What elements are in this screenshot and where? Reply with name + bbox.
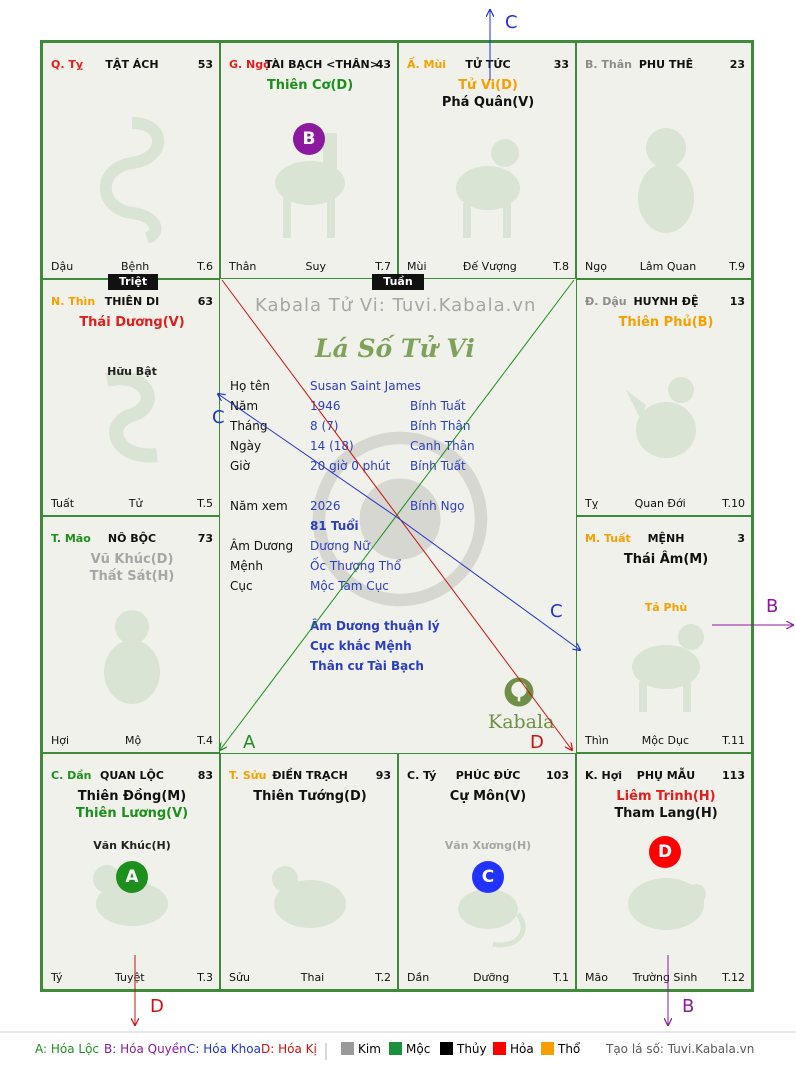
info-value: Dương Nữ (310, 539, 370, 553)
info-extra: Bính Tuất (410, 399, 466, 413)
branch-label: Ấ. Mùi (407, 58, 447, 71)
major-star: Phá Quân(V) (441, 95, 535, 110)
footer-month: T.1 (553, 971, 569, 984)
legend-hoa-quyen: B: Hóa Quyền (104, 1042, 187, 1056)
info-extra: Bính Tuất (410, 459, 466, 473)
info-value: 8 (7) (310, 419, 339, 433)
note-text: Âm Dương thuận lý (310, 619, 440, 633)
footer-phase: Thai (300, 971, 325, 984)
major-star: Thái Âm(M) (623, 552, 709, 567)
major-star: Vũ Khúc(D) (90, 552, 174, 567)
footer-branch: Ngọ (585, 260, 607, 273)
palace-age: 113 (722, 769, 745, 782)
footer-phase: Trường Sinh (632, 971, 698, 984)
footer-phase: Lâm Quan (639, 260, 697, 273)
major-star: Thiên Cơ(D) (266, 78, 354, 93)
footer-branch: Hợi (51, 734, 70, 747)
branch-label: C. Tý (407, 769, 437, 782)
info-label: Họ tên (230, 379, 270, 393)
info-extra: Bính Ngọ (410, 499, 465, 513)
palace-name: QUAN LỘC (100, 769, 164, 782)
footer-phase: Tử (128, 497, 143, 510)
palace-age: 43 (375, 58, 391, 71)
footer-branch: Dần (407, 971, 430, 984)
credit-link[interactable]: Tạo lá số: Tuvi.Kabala.vn (606, 1042, 755, 1056)
legend-hoa (493, 1042, 534, 1056)
major-star: Tham Lang(H) (614, 806, 718, 821)
branch-label: M. Tuất (585, 532, 631, 545)
info-label: Âm Dương (230, 539, 294, 553)
major-star: Thiên Tướng(D) (253, 789, 367, 804)
footer-branch: Thân (229, 260, 257, 273)
hoa-swatch (493, 1042, 506, 1055)
red-line (222, 280, 572, 750)
minor-star: Văn Khúc(H) (93, 839, 171, 852)
arrow-label-a: A (243, 732, 256, 753)
branch-label: C. Dần (51, 769, 92, 782)
footer-phase: Đế Vượng (462, 260, 517, 273)
branch-label: T. Mão (51, 532, 91, 545)
palace-name: TỬ TỨC (465, 58, 511, 71)
footer-month: T.11 (722, 734, 745, 747)
footer-month: T.10 (722, 497, 745, 510)
major-star: Thái Dương(V) (79, 315, 185, 330)
palace-age: 83 (197, 769, 213, 782)
footer-phase: Quan Đới (634, 497, 686, 510)
legend-kim (341, 1042, 381, 1056)
circle-b: B (293, 123, 325, 155)
info-value: Mộc Tam Cục (310, 579, 389, 593)
arrow-label-c-top: C (505, 12, 518, 33)
info-label: Cục (230, 579, 253, 593)
palace-name: ĐIỀN TRẠCH (272, 769, 348, 782)
palace-name: TÀI BẠCH <THÂN> (265, 58, 379, 71)
footer-branch: Mùi (407, 260, 427, 273)
moc-swatch (389, 1042, 402, 1055)
info-value: Ốc Thượng Thổ (310, 559, 402, 573)
legend-kim-label: Kim (358, 1042, 381, 1056)
kim-swatch (341, 1042, 354, 1055)
legend-moc (389, 1042, 430, 1056)
palace-age: 23 (729, 58, 745, 71)
palace-age: 53 (197, 58, 213, 71)
legend-moc-label: Mộc (406, 1042, 431, 1056)
note-text: Thân cư Tài Bạch (310, 659, 424, 673)
minor-star: Văn Xương(H) (444, 839, 532, 852)
palace-age: 93 (375, 769, 391, 782)
footer-phase: Dưỡng (473, 971, 510, 984)
info-label: Năm (230, 399, 259, 413)
footer-branch: Tuất (51, 497, 75, 510)
note-text: Cục khắc Mệnh (310, 639, 412, 653)
info-value: 1946 (310, 399, 341, 413)
footer-month: T.9 (729, 260, 745, 273)
footer-branch: Dậu (51, 260, 74, 273)
palace-age: 73 (197, 532, 213, 545)
legend-hoa-khoa: C: Hóa Khoa (187, 1042, 261, 1056)
branch-label: Đ. Dậu (585, 295, 627, 308)
major-star: Cự Môn(V) (449, 789, 527, 804)
branch-label: T. Sửu (229, 769, 267, 782)
info-value: 2026 (310, 499, 341, 513)
footer-month: T.3 (197, 971, 213, 984)
major-star: Thất Sát(H) (89, 569, 175, 584)
footer-phase: Mộ (124, 734, 142, 747)
minor-star: Hữu Bật (107, 365, 157, 378)
footer-branch: Mão (585, 971, 608, 984)
branch-label: K. Hợi (585, 769, 623, 782)
major-star: Thiên Phủ(B) (618, 315, 714, 330)
branch-label: N. Thìn (51, 295, 96, 308)
legend-thuy (440, 1042, 487, 1056)
major-star: Thiên Đồng(M) (77, 789, 187, 804)
footer-phase: Mộc Dục (641, 734, 690, 747)
info-label: Giờ (230, 459, 250, 473)
footer-phase: Suy (305, 260, 326, 273)
footer-branch: Tý (51, 971, 63, 984)
triet-tag: Triệt (108, 274, 158, 290)
kabala-logo-text: Kabala (488, 711, 555, 733)
footer-month: T.5 (197, 497, 213, 510)
palace-name: NÔ BỘC (107, 532, 157, 545)
major-star: Tử Vi(D) (458, 78, 518, 93)
footer-branch: Sửu (229, 971, 250, 984)
arrow-label-b-bottom: B (682, 996, 695, 1017)
circle-a: A (116, 861, 148, 893)
major-star: Thiên Lương(V) (75, 806, 189, 821)
footer-branch: Thìn (585, 734, 609, 747)
footer-branch: Tỵ (585, 497, 599, 510)
palace-age: 63 (197, 295, 213, 308)
branch-label: G. Ngọ (229, 58, 271, 71)
palace-name: PHÚC ĐỨC (455, 769, 521, 782)
arrow-label-b-right: B (766, 596, 779, 617)
watermark-text: Kabala Tử Vi: Tuvi.Kabala.vn (255, 295, 537, 316)
chart-title: Lá Số Tử Vi (315, 334, 475, 363)
footer-month: T.8 (553, 260, 569, 273)
legend-tho-label: Thổ (558, 1042, 581, 1056)
blue-line-down (398, 518, 580, 650)
palace-name: MỆNH (647, 532, 685, 545)
info-label: Năm xem (230, 499, 288, 513)
info-value: 14 (18) (310, 439, 354, 453)
info-label: Mệnh (230, 559, 263, 573)
arrow-label-d-center: D (530, 732, 544, 753)
palace-age: 3 (737, 532, 745, 545)
info-extra: Bính Thân (410, 419, 471, 433)
legend-hoa-loc: A: Hóa Lộc (35, 1042, 100, 1056)
palace-name: PHỤ MẪU (636, 769, 696, 782)
info-label: Ngày (230, 439, 262, 453)
footer-month: T.7 (375, 260, 391, 273)
legend-hoa-ki: D: Hóa Kị (261, 1042, 317, 1056)
info-extra: Canh Thân (410, 439, 475, 453)
footer-month: T.12 (722, 971, 745, 984)
age-value: 81 Tuổi (310, 519, 359, 533)
branch-label: B. Thân (585, 58, 632, 71)
thuy-swatch (440, 1042, 453, 1055)
major-star: Liêm Trinh(H) (616, 789, 716, 804)
legend-thuy-label: Thủy (457, 1042, 487, 1056)
arrow-label-d-bottom: D (150, 996, 164, 1017)
palace-name: PHU THÊ (638, 58, 694, 71)
footer-month: T.2 (375, 971, 391, 984)
footer-phase: Bệnh (121, 260, 150, 273)
tuan-tag: Tuần (372, 274, 424, 290)
palace-age: 103 (546, 769, 569, 782)
arrow-label-c-right: C (550, 601, 563, 622)
circle-d: D (649, 836, 681, 868)
legend-hoa-label: Hỏa (510, 1042, 534, 1056)
palace-name: HUYNH ĐỆ (633, 295, 699, 308)
palace-age: 13 (729, 295, 745, 308)
tho-swatch (541, 1042, 554, 1055)
footer-phase: Tuyệt (114, 971, 145, 984)
arrow-label-c-left: C (212, 407, 225, 428)
legend-tho (541, 1042, 580, 1056)
footer-month: T.6 (197, 260, 213, 273)
palace-age: 33 (553, 58, 569, 71)
palace-name: TẬT ÁCH (105, 58, 159, 71)
blue-line-up (218, 394, 398, 518)
info-value: 20 giờ 0 phút (310, 459, 391, 473)
info-label: Tháng (230, 419, 268, 433)
info-value: Susan Saint James (310, 379, 421, 393)
circle-c: C (472, 861, 504, 893)
footer-month: T.4 (197, 734, 213, 747)
minor-star: Tả Phù (644, 601, 688, 614)
palace-name: THIÊN DI (104, 295, 160, 308)
branch-label: Q. Tỵ (51, 58, 84, 71)
